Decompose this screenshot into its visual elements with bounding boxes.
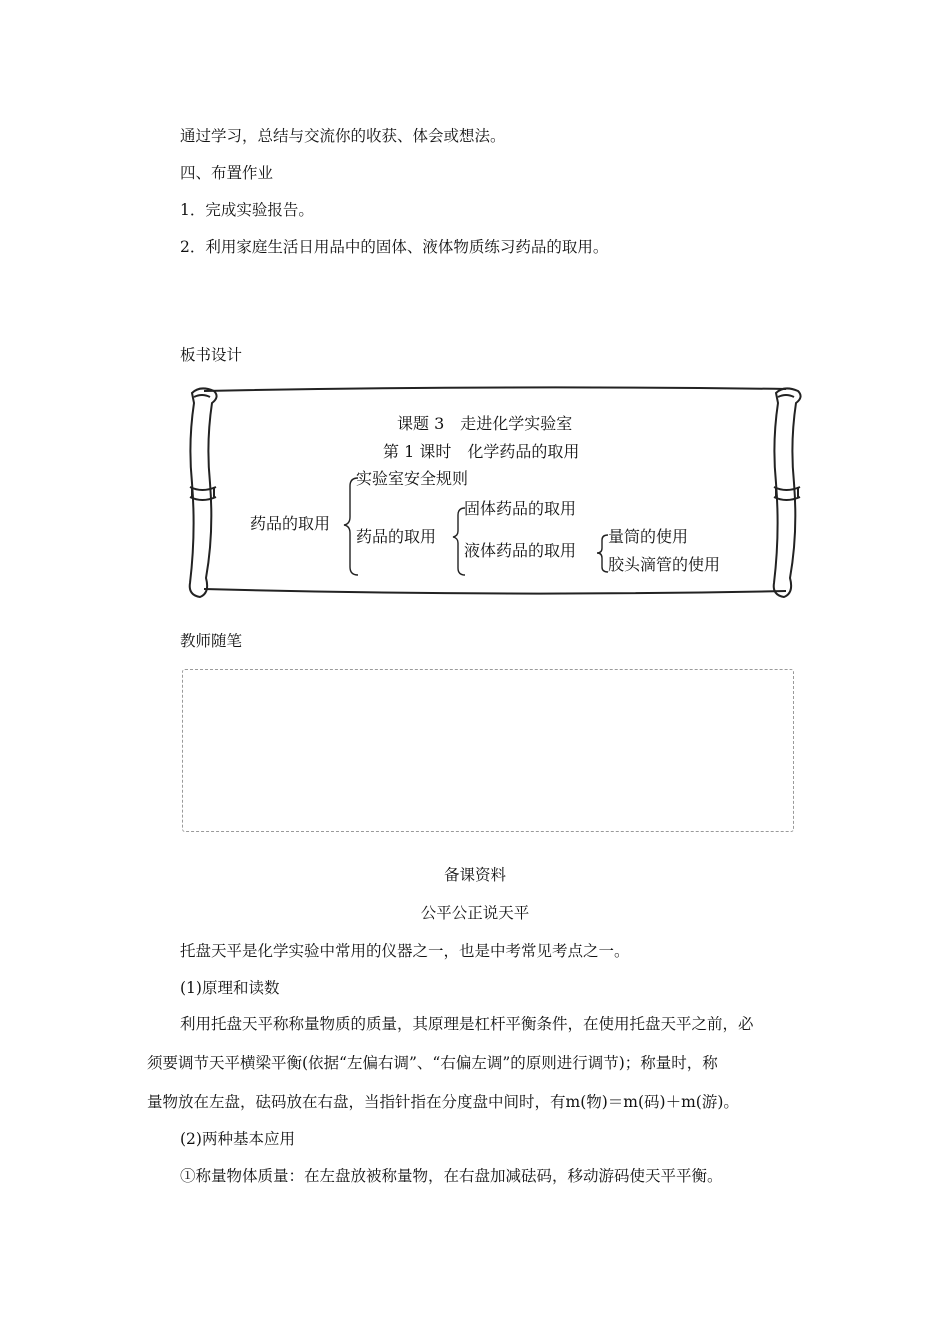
material-application-1: ①称量物体质量：在左盘放被称量物，在右盘加减砝码，移动游码使天平平衡。 bbox=[180, 1167, 723, 1185]
board-title-lesson: 课题 3 走进化学实验室 bbox=[397, 414, 573, 433]
board-sub-liquid: 液体药品的取用 bbox=[464, 541, 577, 560]
board-leaf-dropper: 胶头滴管的使用 bbox=[608, 555, 721, 574]
teacher-notes-box bbox=[182, 669, 794, 832]
material-paragraph-line-2: 须要调节天平横梁平衡(依据“左偏右调”、“右偏左调”的原则进行调节)；称量时，称 bbox=[147, 1054, 718, 1072]
section-heading-homework: 四、布置作业 bbox=[180, 164, 274, 182]
board-design-heading: 板书设计 bbox=[180, 346, 243, 364]
teacher-notes-heading: 教师随笔 bbox=[180, 632, 243, 650]
material-intro: 托盘天平是化学实验中常用的仪器之一，也是中考常见考点之一。 bbox=[180, 942, 630, 960]
material-paragraph-line-1: 利用托盘天平称称量物质的质量，其原理是杠杆平衡条件，在使用托盘天平之前，必 bbox=[180, 1015, 754, 1033]
board-branch-taking: 药品的取用 bbox=[356, 527, 437, 546]
board-title-period: 第 1 课时 化学药品的取用 bbox=[383, 442, 580, 461]
material-title: 公平公正说天平 bbox=[420, 904, 530, 922]
material-heading: 备课资料 bbox=[443, 866, 506, 884]
board-scroll-diagram bbox=[180, 383, 810, 605]
homework-item-1: 1．完成实验报告。 bbox=[180, 201, 314, 219]
board-branch-safety: 实验室安全规则 bbox=[356, 469, 469, 488]
material-subheading-1: (1)原理和读数 bbox=[180, 979, 280, 997]
board-sub-solid: 固体药品的取用 bbox=[464, 499, 577, 518]
summary-text: 通过学习，总结与交流你的收获、体会或想法。 bbox=[180, 127, 506, 145]
material-paragraph-line-3: 量物放在左盘，砝码放在右盘，当指针指在分度盘中间时，有m(物)＝m(码)＋m(游)。 bbox=[147, 1093, 739, 1111]
material-subheading-2: (2)两种基本应用 bbox=[180, 1130, 295, 1148]
homework-item-2: 2．利用家庭生活日用品中的固体、液体物质练习药品的取用。 bbox=[180, 238, 609, 256]
board-leaf-cylinder: 量筒的使用 bbox=[608, 527, 689, 546]
board-root-node: 药品的取用 bbox=[250, 514, 331, 533]
